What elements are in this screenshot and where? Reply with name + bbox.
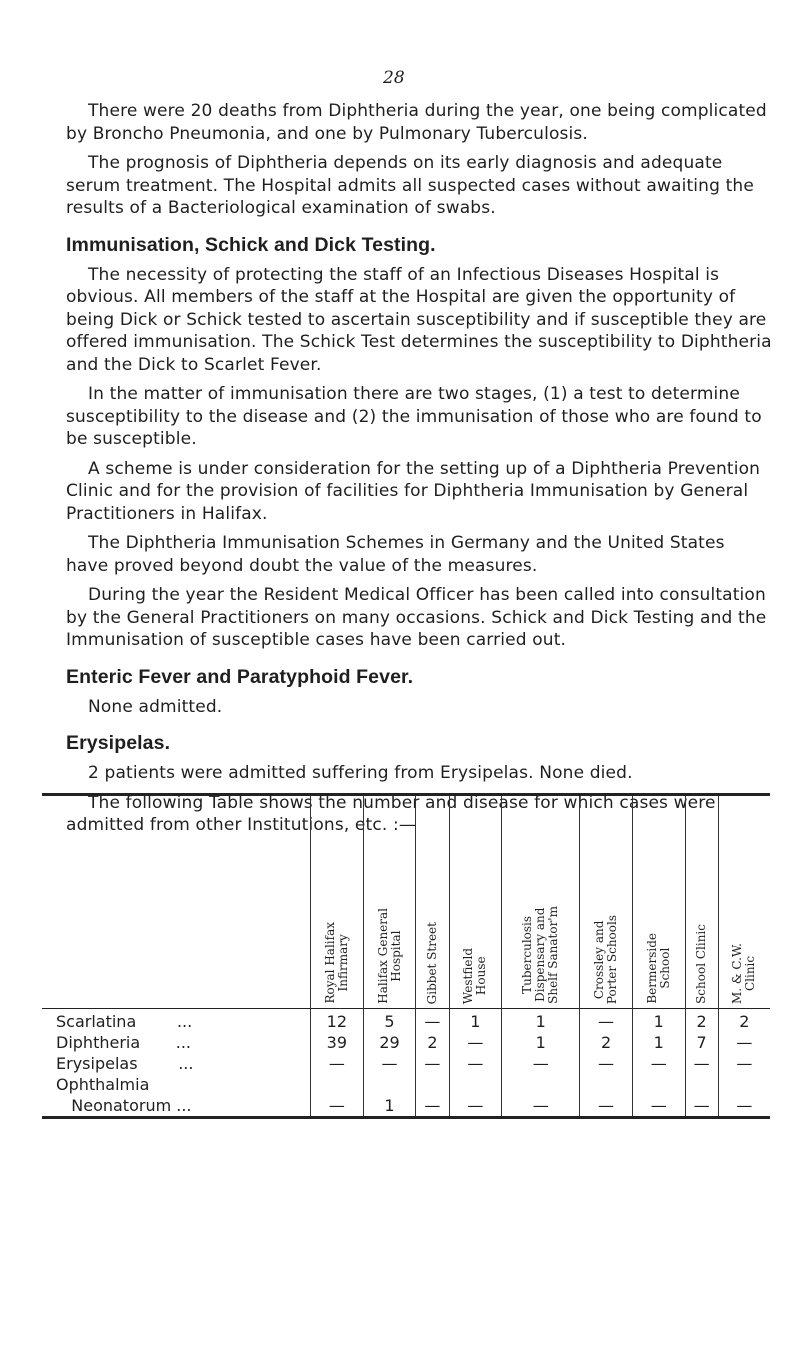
paragraph-immunisation-5: During the year the Resident Medical Officer has been called into consultation by the General Practitioners on many occasions. Schick and Dick Testing and the Immunisation of susceptible cases have been carried out. [66,585,767,650]
row-label: Erysipelas ... [56,1054,194,1073]
table-cell: — [718,1053,770,1074]
paragraph-erysipelas-2: The following Table shows the number and disease for which cases were admitted from other Institutions, etc. :— [66,792,716,835]
table-cell: 1 [449,1009,502,1033]
table-cell: 39 [311,1032,364,1053]
paragraph-erysipelas-1: 2 patients were admitted suffering from Erysipelas. None died. [88,763,633,783]
table-cell: 1 [632,1009,685,1033]
table-cell: — [311,1053,364,1074]
table-cell: — [632,1053,685,1074]
column-header: Crossley and Porter Schools [580,795,633,1009]
table-cell [449,1074,502,1095]
table-cell: — [580,1009,633,1033]
row-label: Ophthalmia [56,1075,150,1094]
column-header: Royal Halifax Infirmary [311,795,364,1009]
heading-enteric: Enteric Fever and Paratyphoid Fever. [66,665,414,688]
column-header: School Clinic [685,795,718,1009]
table-row [42,1009,770,1033]
table-row [42,1074,770,1095]
column-header: Tuberculosis Dispensary and Shelf Sanator'm [502,795,580,1009]
table-cell: 1 [502,1009,580,1033]
table-cell: — [685,1095,718,1118]
table-cell [718,1074,770,1095]
admissions-table [42,793,770,1119]
table-row [42,1095,770,1118]
table-header-row [42,795,770,1009]
paragraph-immunisation-4: The Diphtheria Immunisation Schemes in Germany and the United States have proved beyond doubt the value of the measures. [66,533,725,576]
table-cell [580,1074,633,1095]
row-label: Neonatorum ... [42,1095,311,1118]
table-cell: — [363,1053,416,1074]
table-cell: — [718,1032,770,1053]
table-cell: 2 [416,1032,449,1053]
column-header: Bermerside School [632,795,685,1009]
table-cell: — [449,1095,502,1118]
table-cell: 2 [685,1009,718,1033]
table-cell: — [718,1095,770,1118]
column-header: Gibbet Street [416,795,449,1009]
table-cell: 29 [363,1032,416,1053]
heading-erysipelas: Erysipelas. [66,732,171,754]
paragraph-immunisation-3: A scheme is under consideration for the setting up of a Diphtheria Prevention Clinic and for the provision of facilities for Diphtheria Immunisation by General Practitioners in Halifax. [66,458,761,524]
table-cell: — [685,1053,718,1074]
table-cell: — [416,1095,449,1118]
table-cell: 12 [311,1009,364,1033]
table-cell: — [580,1053,633,1074]
paragraph-immunisation-1: The necessity of protecting the staff of an Infectious Diseases Hospital is obvious. All members of the staff at the Hospital are given the opportunity of being Dick or Schick tested to ascertain susceptibility and if susceptible they are offered immunisation. The Schick Test determines the susceptibility to Diphtheria and the Dick to Scarlet Fever. [66,264,772,375]
table-cell: — [449,1032,502,1053]
table-cell [502,1074,580,1095]
heading-immunisation: Immunisation, Schick and Dick Testing. [66,233,436,256]
row-label: Scarlatina ... [56,1012,193,1031]
column-header: Westfield House [449,795,502,1009]
page-number: 28 [383,68,405,88]
table-cell: 2 [718,1009,770,1033]
table-cell: — [502,1095,580,1118]
document-body [66,100,772,844]
table-cell: — [449,1053,502,1074]
paragraph-immunisation-2: In the matter of immunisation there are two stages, (1) a test to determine susceptibility to the disease and (2) the immunisation of those who are found to be susceptible. [66,384,762,449]
table-cell [685,1074,718,1095]
paragraph-deaths: There were 20 deaths from Diphtheria during the year, one being complicated by Broncho Pneumonia, and one by Pulmonary Tuberculosis. [66,101,767,144]
table-cell: 5 [363,1009,416,1033]
paragraph-prognosis: The prognosis of Diphtheria depends on its early diagnosis and adequate serum treatment. The Hospital admits all suspected cases without awaiting the results of a Bacteriological examination of swabs. [66,153,754,218]
table-cell [632,1074,685,1095]
table-cell: 7 [685,1032,718,1053]
table-cell: — [502,1053,580,1074]
column-header: M. & C.W. Clinic [718,795,770,1009]
table-cell: 1 [632,1032,685,1053]
table-row [42,1032,770,1053]
column-header: Halifax General Hospital [363,795,416,1009]
table-cell [311,1074,364,1095]
table-cell: 1 [502,1032,580,1053]
table-cell [416,1074,449,1095]
paragraph-enteric: None admitted. [88,696,223,717]
table-cell: 2 [580,1032,633,1053]
table-cell [363,1074,416,1095]
table-cell: — [416,1053,449,1074]
table-cell: — [416,1009,449,1033]
table-cell: 1 [363,1095,416,1118]
table-cell: — [311,1095,364,1118]
table-cell: — [632,1095,685,1118]
table-cell: — [580,1095,633,1118]
table-row [42,1053,770,1074]
header-disease [42,795,311,1009]
row-label: Diphtheria ... [56,1033,192,1052]
